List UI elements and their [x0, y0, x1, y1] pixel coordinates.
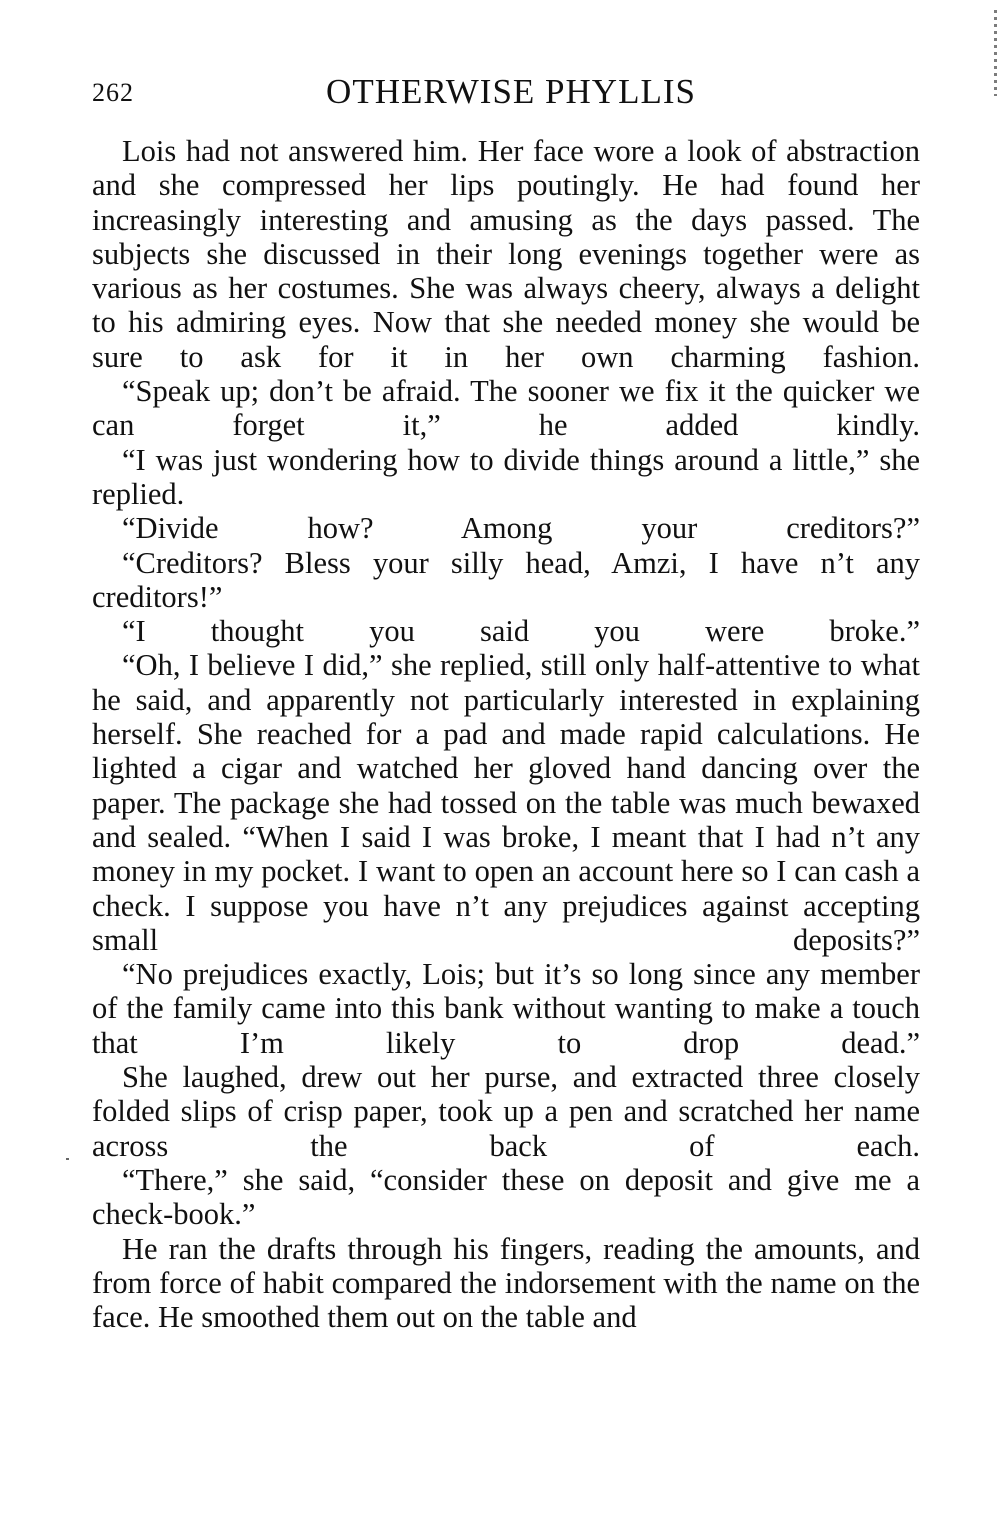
paragraph: “There,” she said, “consider these on deposit and give me a check-book.” [92, 1162, 920, 1232]
scan-edge-mark [994, 10, 997, 96]
running-header [92, 72, 920, 116]
paragraph: “I was just wondering how to divide things around a little,” she replied. [92, 442, 920, 511]
scan-speck [66, 1158, 69, 1160]
page-number: 262 [92, 78, 134, 107]
paragraph: “Speak up; don’t be afraid. The sooner we fix it the quicker we can forget it,” he added kindly. [92, 374, 920, 443]
paragraph: “I thought you said you were broke.” [122, 614, 920, 649]
paragraph-continued: He ran the drafts through his fingers, reading the amounts, and from force of habit compared the indorsement with the name on the face. He smoothed them out on the table and [92, 1231, 920, 1335]
running-title: OTHERWISE PHYLLIS [326, 72, 696, 111]
paragraph: “Divide how? Among your creditors?” [122, 511, 920, 546]
paragraph: Lois had not answered him. Her face wore a look of abstraction and she compressed her lips poutingly. He had found her increasingly interesting and amusing as the days passed. The subjects she discussed in their long evenings together were as various as her costumes. She was always cheery, always a delight to his admiring eyes. Now that she needed money she would be sure to ask for it in her own charming fashion. [92, 134, 920, 374]
body-text [92, 134, 920, 1334]
paragraph: She laughed, drew out her purse, and extracted three closely folded slips of crisp paper, took up a pen and scratched her name across the back of each. [92, 1060, 920, 1163]
paragraph: “Creditors? Bless your silly head, Amzi, I have n’t any creditors!” [92, 545, 920, 614]
paragraph: “Oh, I believe I did,” she replied, still only half-attentive to what he said, and apparently not particularly interested in explaining herself. She reached for a pad and made rapid calculations. He lighted a cigar and watched her gloved hand dancing over the paper. The package she had tossed on the table was much bewaxed and sealed. “When I said I was broke, I meant that I had n’t any money in my pocket. I want to open an account here so I can cash a check. I suppose you have n’t any prejudices against accepting small deposits?” [92, 648, 920, 957]
paragraph: “No prejudices exactly, Lois; but it’s so long since any member of the family came into this bank without wanting to make a touch that I’m likely to drop dead.” [92, 957, 920, 1060]
